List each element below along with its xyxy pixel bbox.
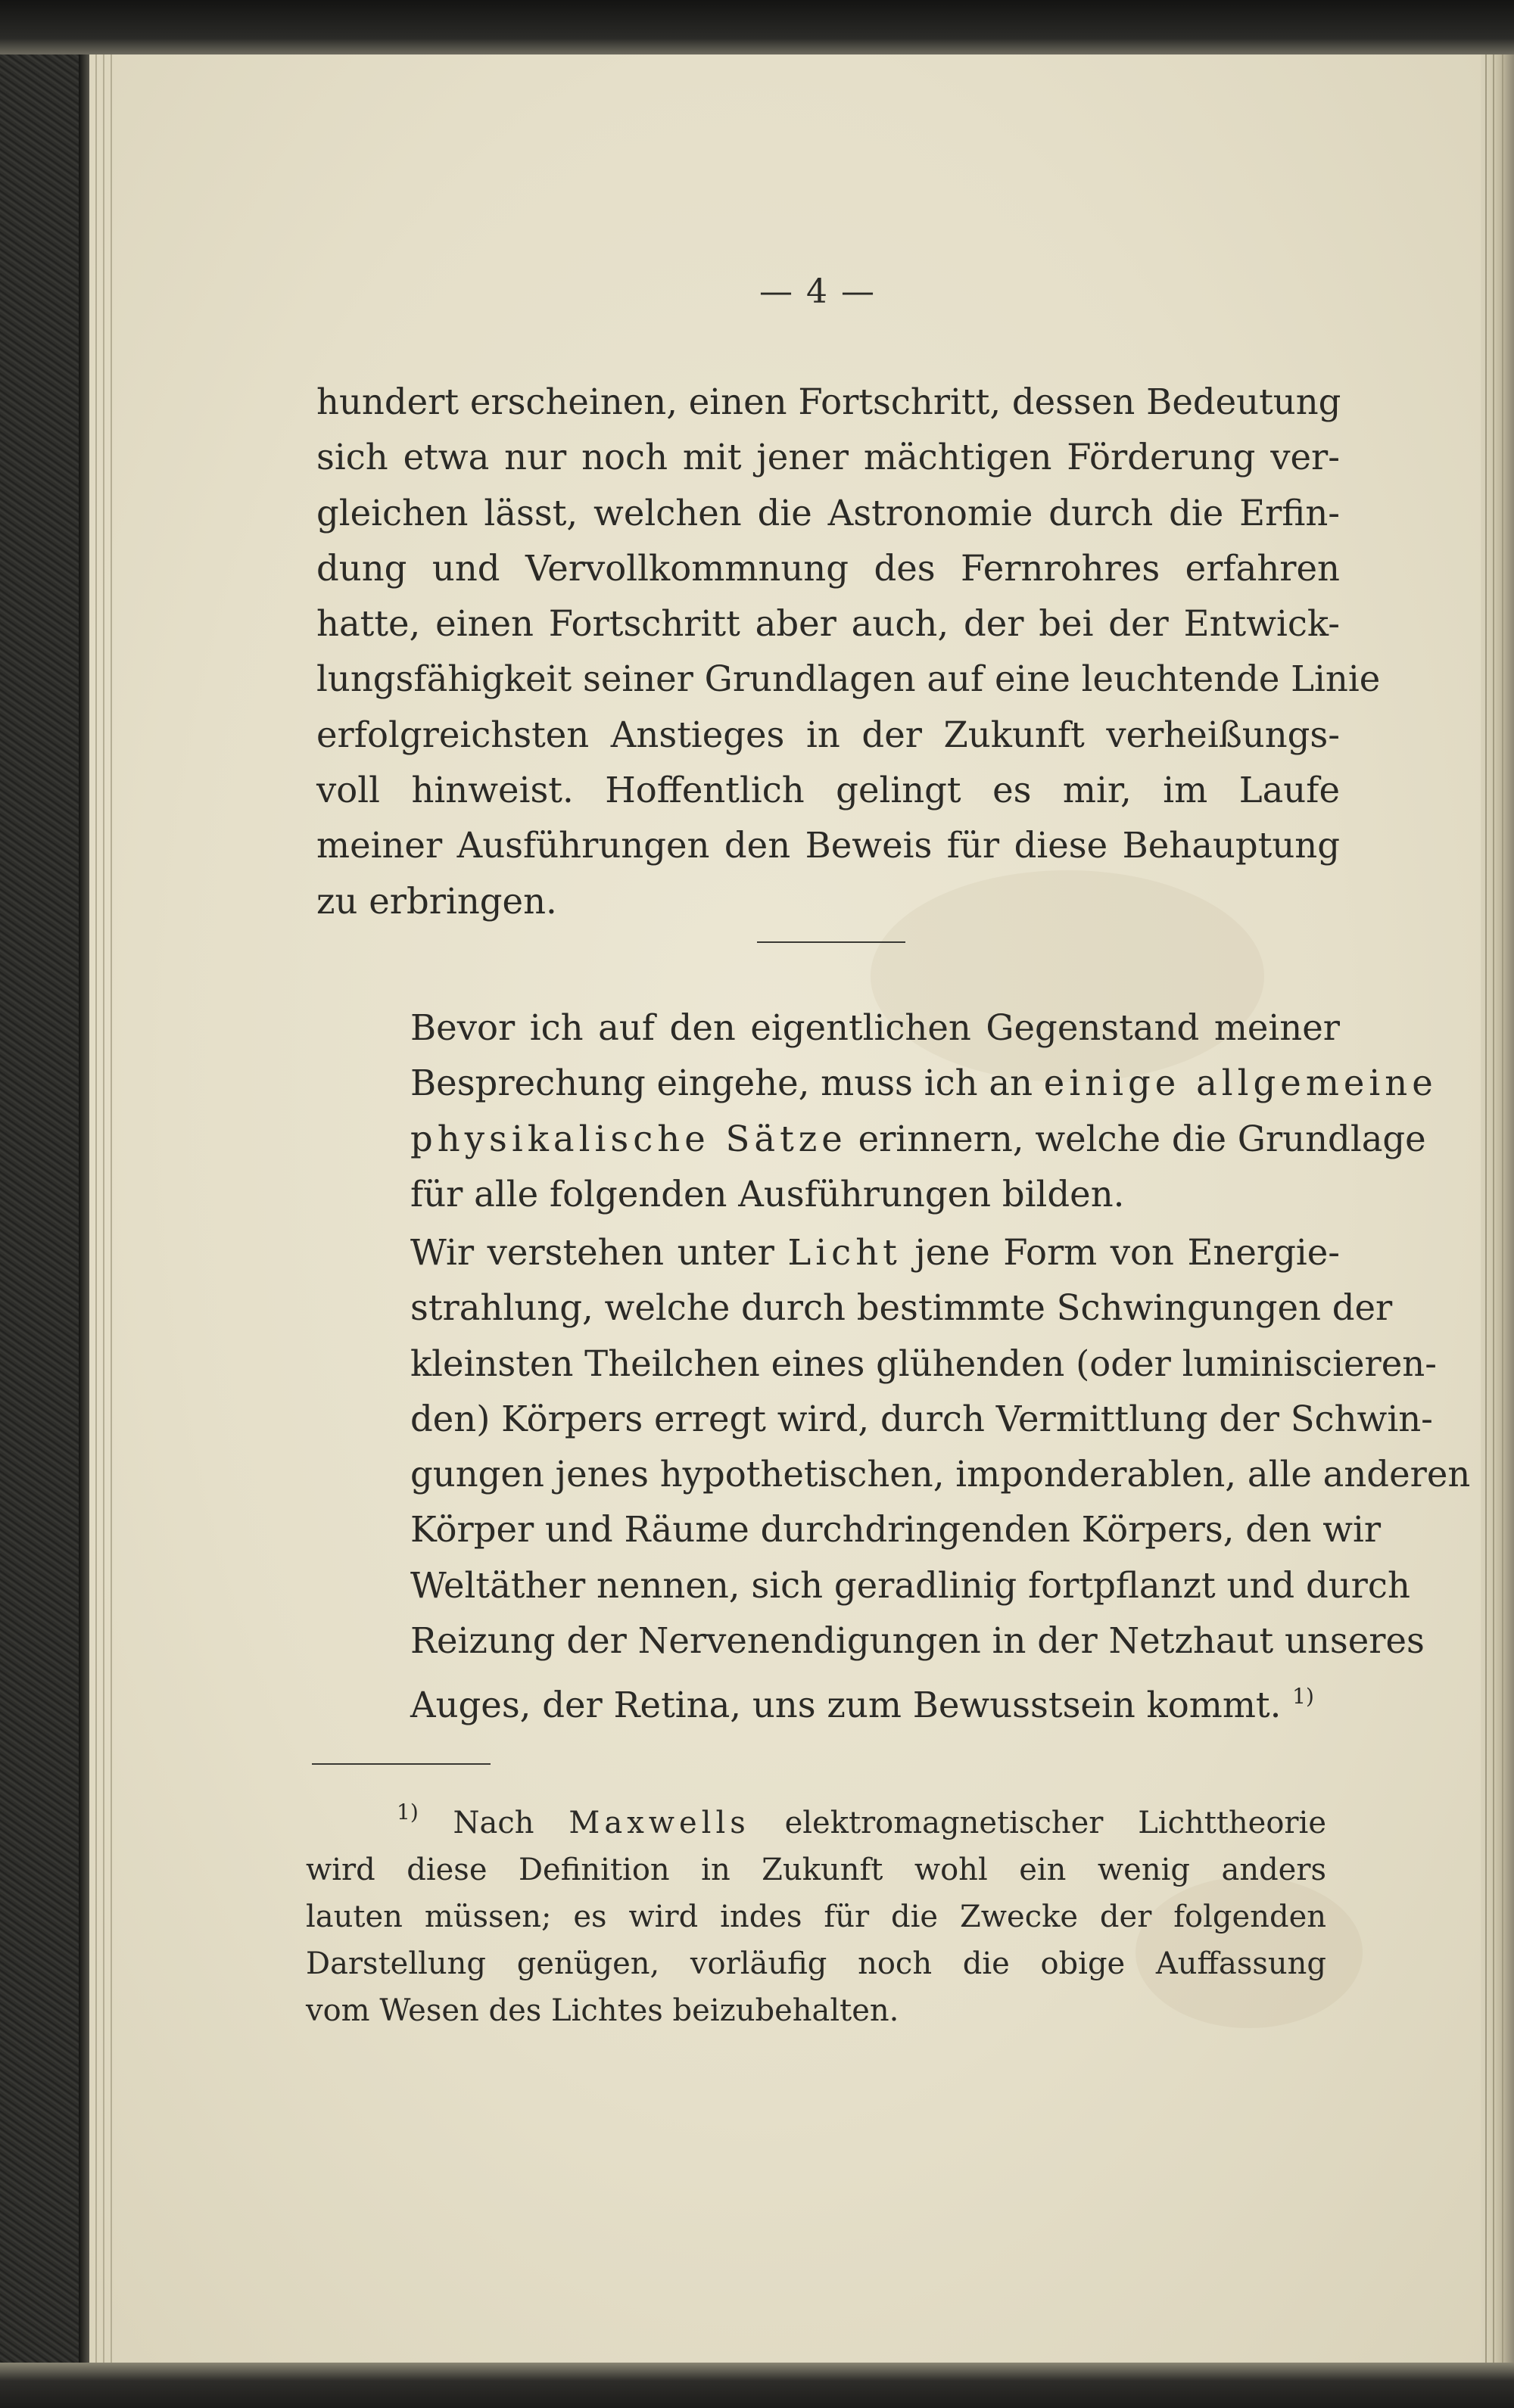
text-line: strahlung, welche durch bestimmte Schwingungen der	[410, 1287, 1393, 1329]
text-line: dung und Vervollkommnung des Fernrohres erfahren	[316, 547, 1340, 589]
text-run: Besprechung eingehe, muss ich an	[410, 1062, 1044, 1104]
text-line: Reizung der Nervenendigungen in der Netzhaut unseres	[410, 1620, 1425, 1662]
text-line: lungsfähigkeit seiner Grundlagen auf eine leuchtende Linie	[316, 658, 1381, 700]
text-line	[316, 1225, 1340, 1280]
text-line: kleinsten Theilchen eines glühenden (oder luminiscieren-	[410, 1342, 1437, 1384]
footnote-line: vom Wesen des Lichtes beizubehalten.	[306, 1993, 899, 2028]
page-number: — 4 —	[759, 272, 876, 311]
text-line: für alle folgenden Ausführungen bilden.	[410, 1173, 1125, 1215]
footnote-line: wird diese Definition in Zukunft wohl ein wenig anders	[306, 1853, 1326, 1887]
text-line	[316, 1669, 1340, 1733]
text-line: sich etwa nur noch mit jener mächtigen Förderung ver-	[316, 437, 1340, 478]
text-line: gungen jenes hypothetischen, imponderablen, alle anderen	[410, 1454, 1471, 1495]
text-run: Auges, der Retina, uns zum Bewusstsein kommt.	[410, 1685, 1282, 1726]
section-divider	[757, 941, 905, 943]
footnote-reference[interactable]: 1)	[1292, 1684, 1314, 1710]
paragraph-1	[316, 375, 1381, 929]
footnote-marker: 1)	[397, 1800, 419, 1825]
emphasized-text: physikalische Sätze	[410, 1118, 847, 1159]
footnote-divider	[312, 1763, 491, 1765]
paragraph-3	[316, 1225, 1471, 1734]
text-run: Nach	[418, 1806, 569, 1840]
emphasized-text: Licht	[787, 1232, 902, 1273]
text-line: hatte, einen Fortschritt aber auch, der bei der Entwick-	[316, 603, 1340, 645]
text-line: den) Körpers erregt wird, durch Vermittlung der Schwin-	[410, 1398, 1433, 1439]
footnote-line: Darstellung genügen, vorläufig noch die obige Auffassung	[306, 1946, 1326, 1981]
footnote-line	[306, 1789, 1326, 1846]
text-line: Bevor ich auf den eigentlichen Gegenstand meiner	[410, 1007, 1340, 1048]
text-run: jene Form von Energie-	[901, 1232, 1340, 1273]
text-line: erfolgreichsten Anstieges in der Zukunft verheißungs-	[316, 714, 1340, 755]
footnote-line: lauten müssen; es wird indes für die Zwecke der folgenden	[306, 1899, 1326, 1934]
text-line: voll hinweist. Hoffentlich gelingt es mir, im Laufe	[316, 770, 1340, 811]
paragraph-2	[316, 1000, 1438, 1222]
emphasized-text: einige allgemeine	[1043, 1062, 1438, 1104]
text-run: Wir verstehen unter	[410, 1232, 788, 1273]
text-run: elektromagnetischer Lichttheorie	[749, 1806, 1326, 1840]
text-line: Körper und Räume durchdringenden Körpers, den wir	[410, 1509, 1382, 1551]
text-line: meiner Ausführungen den Beweis für diese Behauptung	[316, 825, 1340, 866]
text-line: hundert erscheinen, einen Fortschritt, dessen Bedeutung	[316, 381, 1341, 422]
text-line: Weltäther nennen, sich geradlinig fortpflanzt und durch	[410, 1564, 1410, 1606]
footnote	[306, 1789, 1326, 2034]
text-run: erinnern, welche die Grundlage	[846, 1118, 1426, 1159]
text-line	[316, 1112, 1426, 1167]
text-line: zu erbringen.	[316, 880, 557, 922]
text-line	[316, 1056, 1438, 1111]
text-line: gleichen lässt, welchen die Astronomie durch die Erfin-	[316, 492, 1340, 534]
emphasized-text: Maxwells	[569, 1806, 750, 1840]
